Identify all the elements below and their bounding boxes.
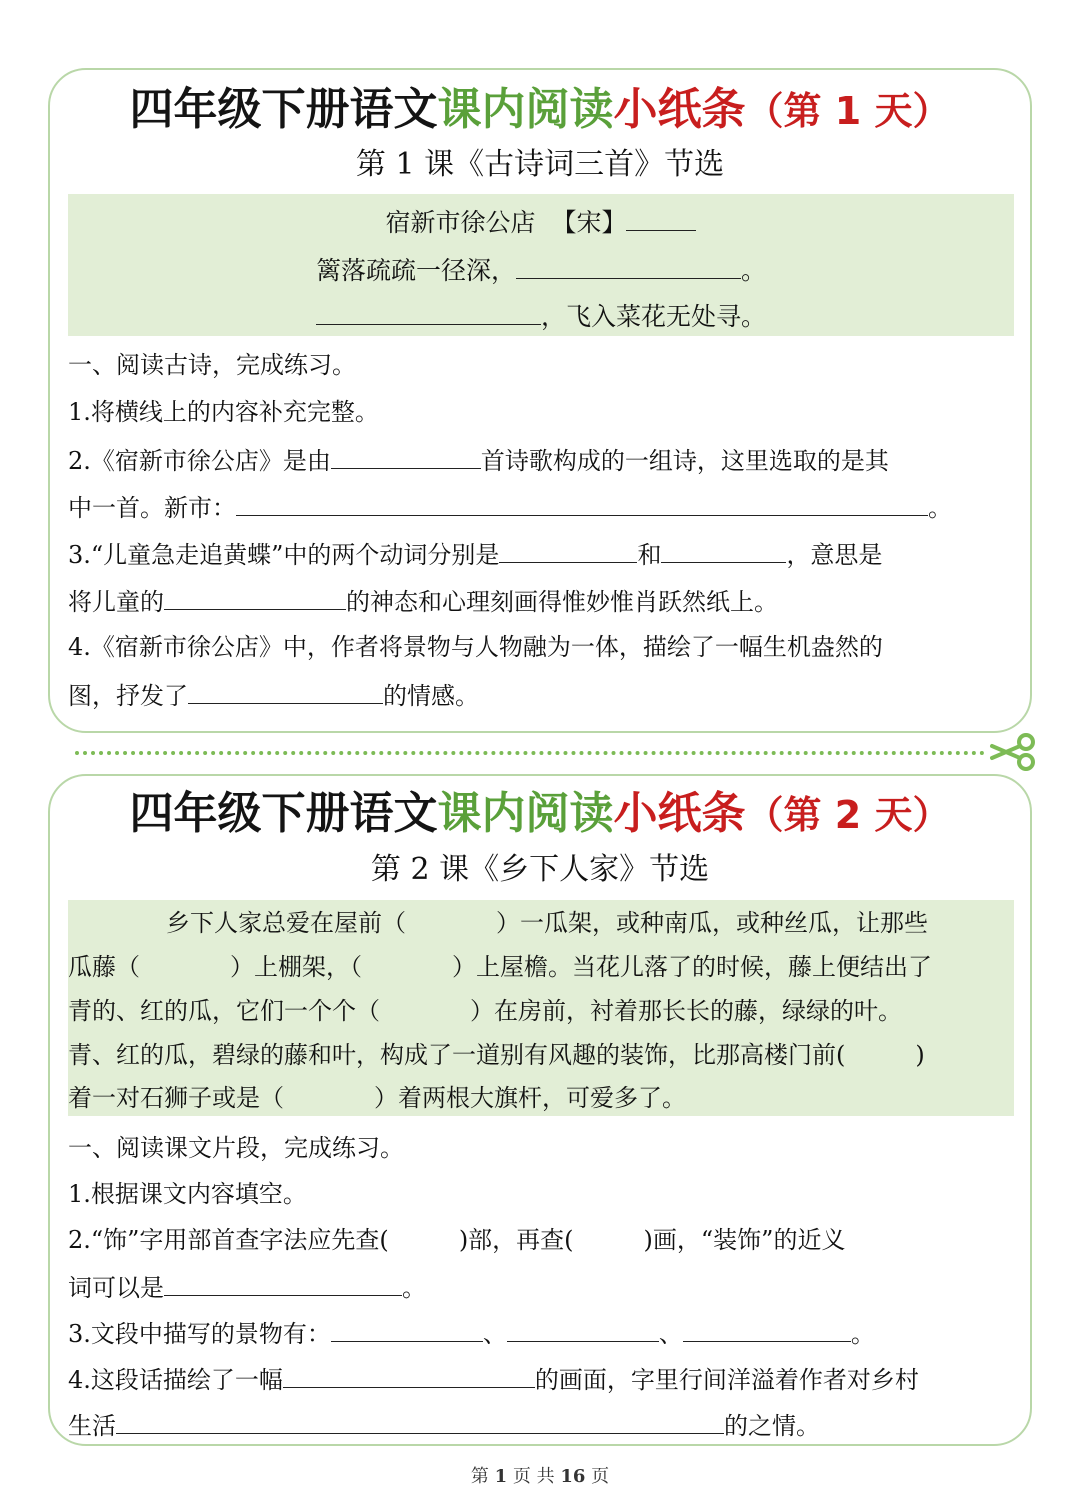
poem-title-line: 宿新市徐公店 【宋】 [68,204,1014,240]
question-4: 4.《宿新市徐公店》中，作者将景物与人物融为一体，描绘了一幅生机盎然的 [68,633,883,661]
question-1: 1.将横线上的内容补充完整。 [68,398,379,426]
question-4: 4.这段话描绘了一幅 的画面，字里行间洋溢着作者对乡村 [68,1361,1020,1397]
answer-blank[interactable] [331,1315,483,1342]
answer-blank[interactable] [499,536,637,563]
author-blank[interactable] [626,204,696,231]
question-3: 3.“儿童急走追黄蝶”中的两个动词分别是 和 ，意思是 [68,536,1020,572]
page-total: 16 [560,1466,586,1487]
answer-blank[interactable] [683,1315,851,1342]
answer-blank[interactable] [331,442,481,469]
answer-blank[interactable] [164,1269,402,1296]
question-2: 2.“饰”字用部首查字法应先查( )部，再查( )画，“装饰”的近义 [68,1226,846,1254]
question-4-cont: 生活 的之情。 [68,1407,1020,1443]
card-title: 四年级下册语文课内阅读小纸条（第 1 天） [129,84,951,135]
passage-line-5: 着一对石狮子或是（ ）着两根大旗杆，可爱多了。 [68,1084,686,1112]
answer-blank[interactable] [164,583,346,610]
page-footer: 第 1 页 共 16 页 [470,1466,610,1487]
answer-blank[interactable] [188,677,383,704]
poem-box [68,194,1014,336]
section-heading: 一、阅读古诗，完成练习。 [68,351,356,379]
section-heading: 一、阅读课文片段，完成练习。 [68,1134,404,1162]
passage-line-4: 青、红的瓜，碧绿的藤和叶，构成了一道别有风趣的装饰，比那高楼门前( ) [68,1041,925,1069]
page-number: 1 [494,1466,508,1487]
answer-blank[interactable] [236,489,928,516]
question-2: 2.《宿新市徐公店》是由 首诗歌构成的一组诗，这里选取的是其 [68,442,1020,478]
lesson-subtitle: 第 1 课《古诗词三首》节选 [355,147,725,182]
answer-blank[interactable] [661,536,786,563]
poem-line-1: 篱落疏疏一径深， 。 [68,252,1014,288]
passage-line-3: 青的、红的瓜，它们一个个（ ）在房前，衬着那长长的藤，绿绿的叶。 [68,997,902,1025]
scissors-icon [988,732,1040,772]
answer-blank[interactable] [283,1361,535,1388]
question-1: 1.根据课文内容填空。 [68,1180,307,1208]
question-2-cont: 词可以是 。 [68,1269,1020,1305]
cut-line-divider [75,751,985,755]
lesson-subtitle: 第 2 课《乡下人家》节选 [370,852,710,887]
reading-card-day-1 [48,68,1032,733]
passage-line-1: 乡下人家总爱在屋前（ ）一瓜架，或种南瓜，或种丝瓜，让那些 [166,909,928,937]
answer-blank[interactable] [116,1407,724,1434]
poem-line-2: ，飞入菜花无处寻。 [68,298,1014,334]
reading-card-day-2 [48,774,1032,1446]
question-3-cont: 将儿童的 的神态和心理刻画得惟妙惟肖跃然纸上。 [68,583,1020,619]
passage-line-2: 瓜藤（ ）上棚架，（ ）上屋檐。当花儿落了的时候，藤上便结出了 [68,953,932,981]
poem-blank-2[interactable] [316,298,541,325]
answer-blank[interactable] [507,1315,659,1342]
question-3: 3.文段中描写的景物有： 、 、 。 [68,1315,1020,1351]
question-4-cont: 图，抒发了 的情感。 [68,677,1020,713]
question-2-cont: 中一首。新市： 。 [68,489,1020,525]
card-title: 四年级下册语文课内阅读小纸条（第 2 天） [129,788,951,839]
poem-blank-1[interactable] [516,252,741,279]
passage-box [68,900,1014,1116]
